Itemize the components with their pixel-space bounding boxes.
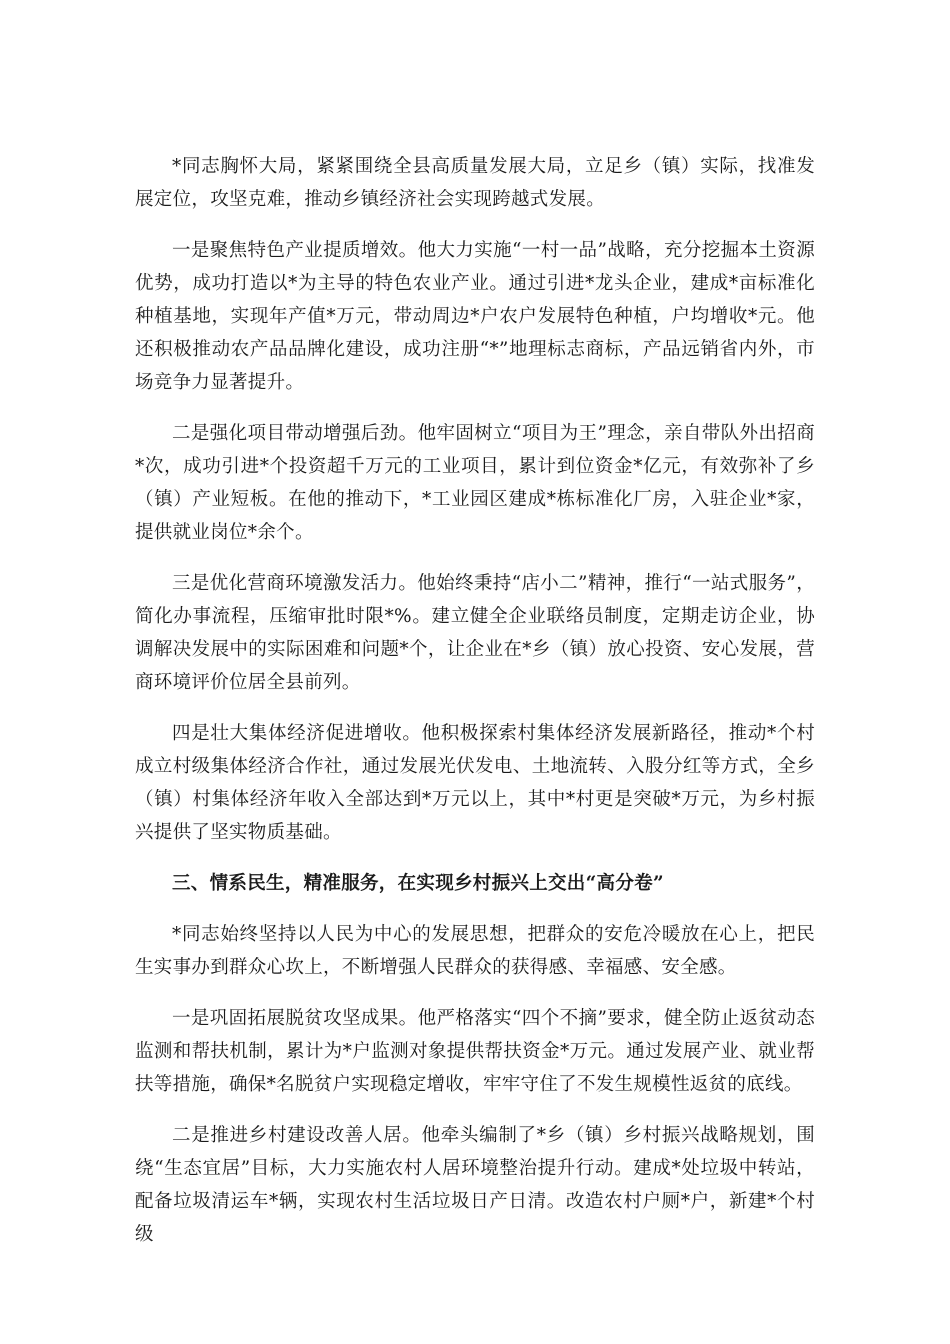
- section-heading-three: 三、情系民生，精准服务，在实现乡村振兴上交出“高分卷”: [172, 873, 664, 894]
- document-body: [135, 150, 815, 1269]
- paragraph-livelihood-intro: *同志始终坚持以人民为中心的发展思想，把群众的安危冷暖放在心上，把民生实事办到群众心坎上，不断增强人民群众的获得感、幸福感、安全感。: [135, 924, 815, 978]
- paragraph-projects: 二是强化项目带动增强后劲。他牢固树立“项目为王”理念，亲自带队外出招商*次，成功引进*个投资超千万元的工业项目，累计到位资金*亿元，有效弥补了乡（镇）产业短板。在他的推动下，*工业园区建成*栋标准化厂房，入驻企业*家，提供就业岗位*余个。: [135, 423, 815, 543]
- paragraph-industry: 一是聚焦特色产业提质增效。他大力实施“一村一品”战略，充分挖掘本土资源优势，成功打造以*为主导的特色农业产业。通过引进*龙头企业，建成*亩标准化种植基地，实现年产值*万元，带动周边*户农户发展特色种植，户均增收*元。他还积极推动农产品品牌化建设，成功注册“*”地理标志商标，产品远销省内外，市场竞争力显著提升。: [135, 240, 815, 393]
- paragraph-intro: *同志胸怀大局，紧紧围绕全县高质量发展大局，立足乡（镇）实际，找准发展定位，攻坚克难，推动乡镇经济社会实现跨越式发展。: [135, 156, 815, 210]
- paragraph-poverty: 一是巩固拓展脱贫攻坚成果。他严格落实“四个不摘”要求，健全防止返贫动态监测和帮扶机制，累计为*户监测对象提供帮扶资金*万元。通过发展产业、就业帮扶等措施，确保*名脱贫户实现稳定增收，牢牢守住了不发生规模性返贫的底线。: [135, 1008, 815, 1095]
- paragraph-rural-construction: 二是推进乡村建设改善人居。他牵头编制了*乡（镇）乡村振兴战略规划，围绕“生态宜居”目标，大力实施农村人居环境整治提升行动。建成*处垃圾中转站，配备垃圾清运车*辆，实现农村生活垃圾日产日清。改造农村户厕*户，新建*个村级: [135, 1125, 815, 1245]
- paragraph-business-environment: 三是优化营商环境激发活力。他始终秉持“店小二”精神，推行“一站式服务”，简化办事流程，压缩审批时限*%。建立健全企业联络员制度，定期走访企业，协调解决发展中的实际困难和问题*个，让企业在*乡（镇）放心投资、安心发展，营商环境评价位居全县前列。: [135, 573, 815, 693]
- paragraph-collective-economy: 四是壮大集体经济促进增收。他积极探索村集体经济发展新路径，推动*个村成立村级集体经济合作社，通过发展光伏发电、土地流转、入股分红等方式，全乡（镇）村集体经济年收入全部达到*万元以上，其中*村更是突破*万元，为乡村振兴提供了坚实物质基础。: [135, 723, 815, 843]
